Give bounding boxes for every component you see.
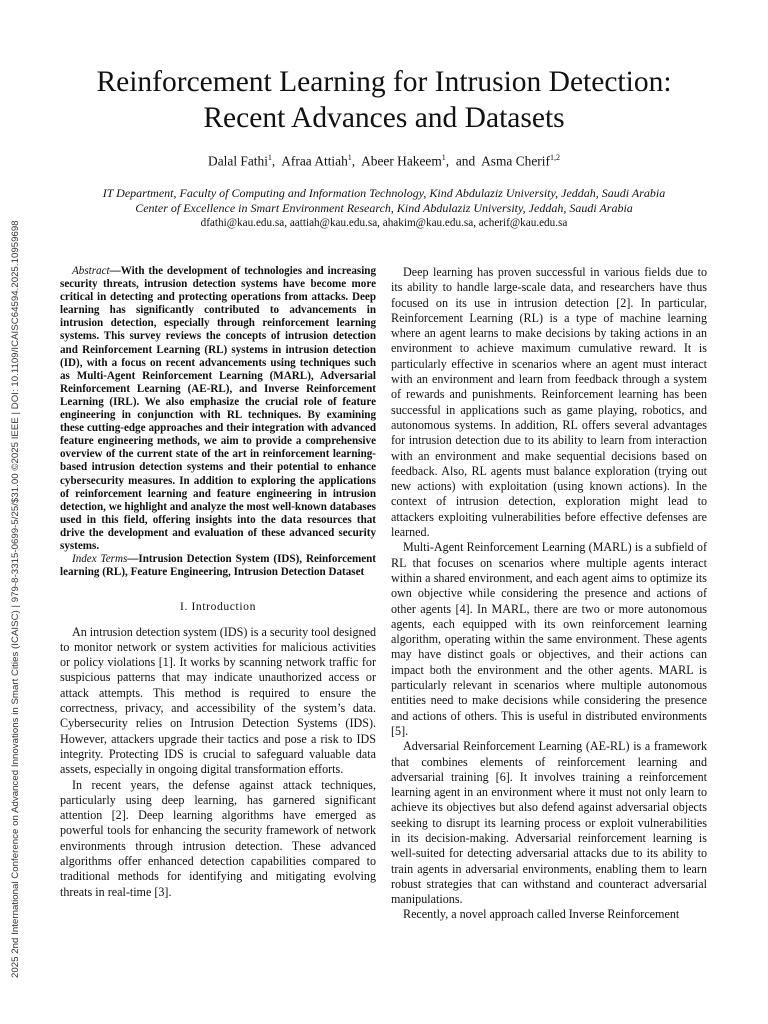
author-name: Dalal Fathi <box>208 153 268 169</box>
author-affil-sup: 1,2 <box>549 153 560 162</box>
abstract <box>60 265 376 553</box>
author-affil-sup: 1 <box>267 153 272 162</box>
paragraph: Recently, a novel approach called Inverse Reinforcement <box>403 907 680 922</box>
author-affil-sup: 1 <box>441 153 446 162</box>
paragraph: Deep learning has proven successful in various fields due to its ability to handle large-scale data, and researchers have thus focused on its use in intrusion detection [2]. In particular, Reinforcement Learning (RL) is a type of machine learning where an agent learns to make decisions by taking actions in an environment to achieve maximum cumulative reward. It is particularly effective in scenarios where an agent must interact with an environment and learn from feedback through a system of rewards and punishments. Reinforcement learning has been successful in applications such as game playing, robotics, and autonomous systems. In addition, RL offers several advantages for intrusion detection due to its ability to learn from interaction with an environment and make sequential decisions based on feedback. Also, RL agents must balance exploration (trying out new actions) with exploitation (using known actions). In the context of intrusion detection, exploration might lead to attackers exploiting vulnerabilities before effective defenses are learned. <box>391 265 707 540</box>
affiliation-line-1: IT Department, Faculty of Computing and Information Technology, Kind Abdulaziz University, Jeddah, Saudi Arabia <box>102 186 666 200</box>
affiliations <box>40 186 728 216</box>
left-column <box>60 265 376 900</box>
author-affil-sup: 1 <box>347 153 352 162</box>
author-name: Asma Cherif <box>481 153 550 169</box>
index-terms <box>60 553 376 579</box>
author-name: Abeer Hakeem <box>361 153 442 169</box>
section-heading: I. Introduction <box>180 600 256 614</box>
paragraph: An intrusion detection system (IDS) is a security tool designed to monitor network or system activities for malicious activities or policy violations [1]. It works by scanning network traffic for suspicious patterns that may indicate unauthorized access or attack attempts. This method is required to ensure the correctness, privacy, and accessibility of the system’s data. Cybersecurity relies on Intrusion Detection Systems (IDS). However, attackers upgrade their tactics and pose a risk to IDS integrity. Protecting IDS is crucial to safeguard valuable data assets, especially in ongoing digital transformation efforts. <box>60 624 376 777</box>
paragraph: Multi-Agent Reinforcement Learning (MARL) is a subfield of RL that focuses on scenarios where multiple agents interact within a shared environment, and each agent aims to optimize its own objective while considering the presence and actions of other agents [4]. In MARL, there are two or more autonomous agents, each equipped with its own reinforcement learning algorithm, operating within the same environment. These agents may have distinct goals or objectives, and their actions can impact both the environment and the other agents. MARL is particularly relevant in scenarios where multiple autonomous entities need to make decisions while considering the presence and actions of others. This is useful in distributed environments [5]. <box>391 540 707 738</box>
author-sep: , and <box>445 153 482 169</box>
abstract-text: —With the development of technologies and increasing security threats, intrusion detection systems have become more critical in detecting and protecting operations from attacks. Deep learning has significantly contributed to advancements in intrusion detection, especially through reinforcement learning systems. This survey reviews the concepts of intrusion detection and Reinforcement Learning (RL) systems in intrusion detection (ID), with a focus on recent advancements using techniques such as Multi-Agent Reinforcement Learning (MARL), Adversarial Reinforcement Learning (AE-RL), and Inverse Reinforcement Learning (IRL). We also emphasize the crucial role of feature engineering in conjunction with RL techniques. By examining these cutting-edge approaches and their integration with advanced feature engineering methods, we aim to provide a comprehensive overview of the current state of the art in reinforcement learning-based intrusion detection systems and their potential to enhance cybersecurity measures. In addition to exploring the applications of reinforcement learning and feature engineering in intrusion detection, we highlight and analyze the most well-known databases used in this field, offering insights into the data resources that drive the development and evaluation of these advanced security systems. <box>60 265 376 552</box>
paper-title <box>40 64 728 136</box>
title-line-1: Reinforcement Learning for Intrusion Detection: <box>96 66 672 98</box>
index-terms-label: Index Terms <box>72 553 128 566</box>
author-sep: , <box>271 153 282 169</box>
index-terms-text: —Intrusion Detection System (IDS), Reinforcement learning (RL), Feature Engineering, Intrusion Detection Dataset <box>60 553 376 579</box>
title-line-2: Recent Advances and Datasets <box>203 102 565 134</box>
right-column <box>391 265 707 923</box>
paragraph: In recent years, the defense against attack techniques, particularly using deep learning, has garnered significant attention [2]. Deep learning algorithms have emerged as powerful tools for enhancing the security framework of network environments through intrusion detection. These advanced algorithms offer enhanced detection capabilities compared to traditional methods for identifying and mitigating evolving threats in real-time [3]. <box>60 777 376 899</box>
paragraph: Adversarial Reinforcement Learning (AE-RL) is a framework that combines elements of reinforcement learning and adversarial training [6]. It involves training a reinforcement learning agent in an environment where it must not only learn to achieve its objectives but also defend against adversarial objects seeking to disrupt its learning process or exploit vulnerabilities in its decision-making. Adversarial reinforcement learning is well-suited for detecting adversarial attacks due to its ability to train agents in adversarial environments, enabling them to learn robust strategies that can withstand and counteract adversarial manipulations. <box>391 739 707 907</box>
author-emails: dfathi@kau.edu.sa, aattiah@kau.edu.sa, ahakim@kau.edu.sa, acherif@kau.edu.sa <box>200 217 568 229</box>
author-list <box>40 153 728 169</box>
author-name: Afraa Attiah <box>281 153 348 169</box>
doi-sidebar: 2025 2nd International Conference on Advanced Innovations in Smart Cities (ICAISC) | 979-8-3315-0699-5/25/$31.00 ©2025 IEEE | DOI: 10.1109/ICAISC64594.2025.10959698 <box>10 220 21 978</box>
affiliation-line-2: Center of Excellence in Smart Environment Research, Kind Abdulaziz University, Jeddah, Saudi Arabia <box>135 201 633 215</box>
author-sep: , <box>351 153 362 169</box>
abstract-label: Abstract <box>72 265 110 277</box>
